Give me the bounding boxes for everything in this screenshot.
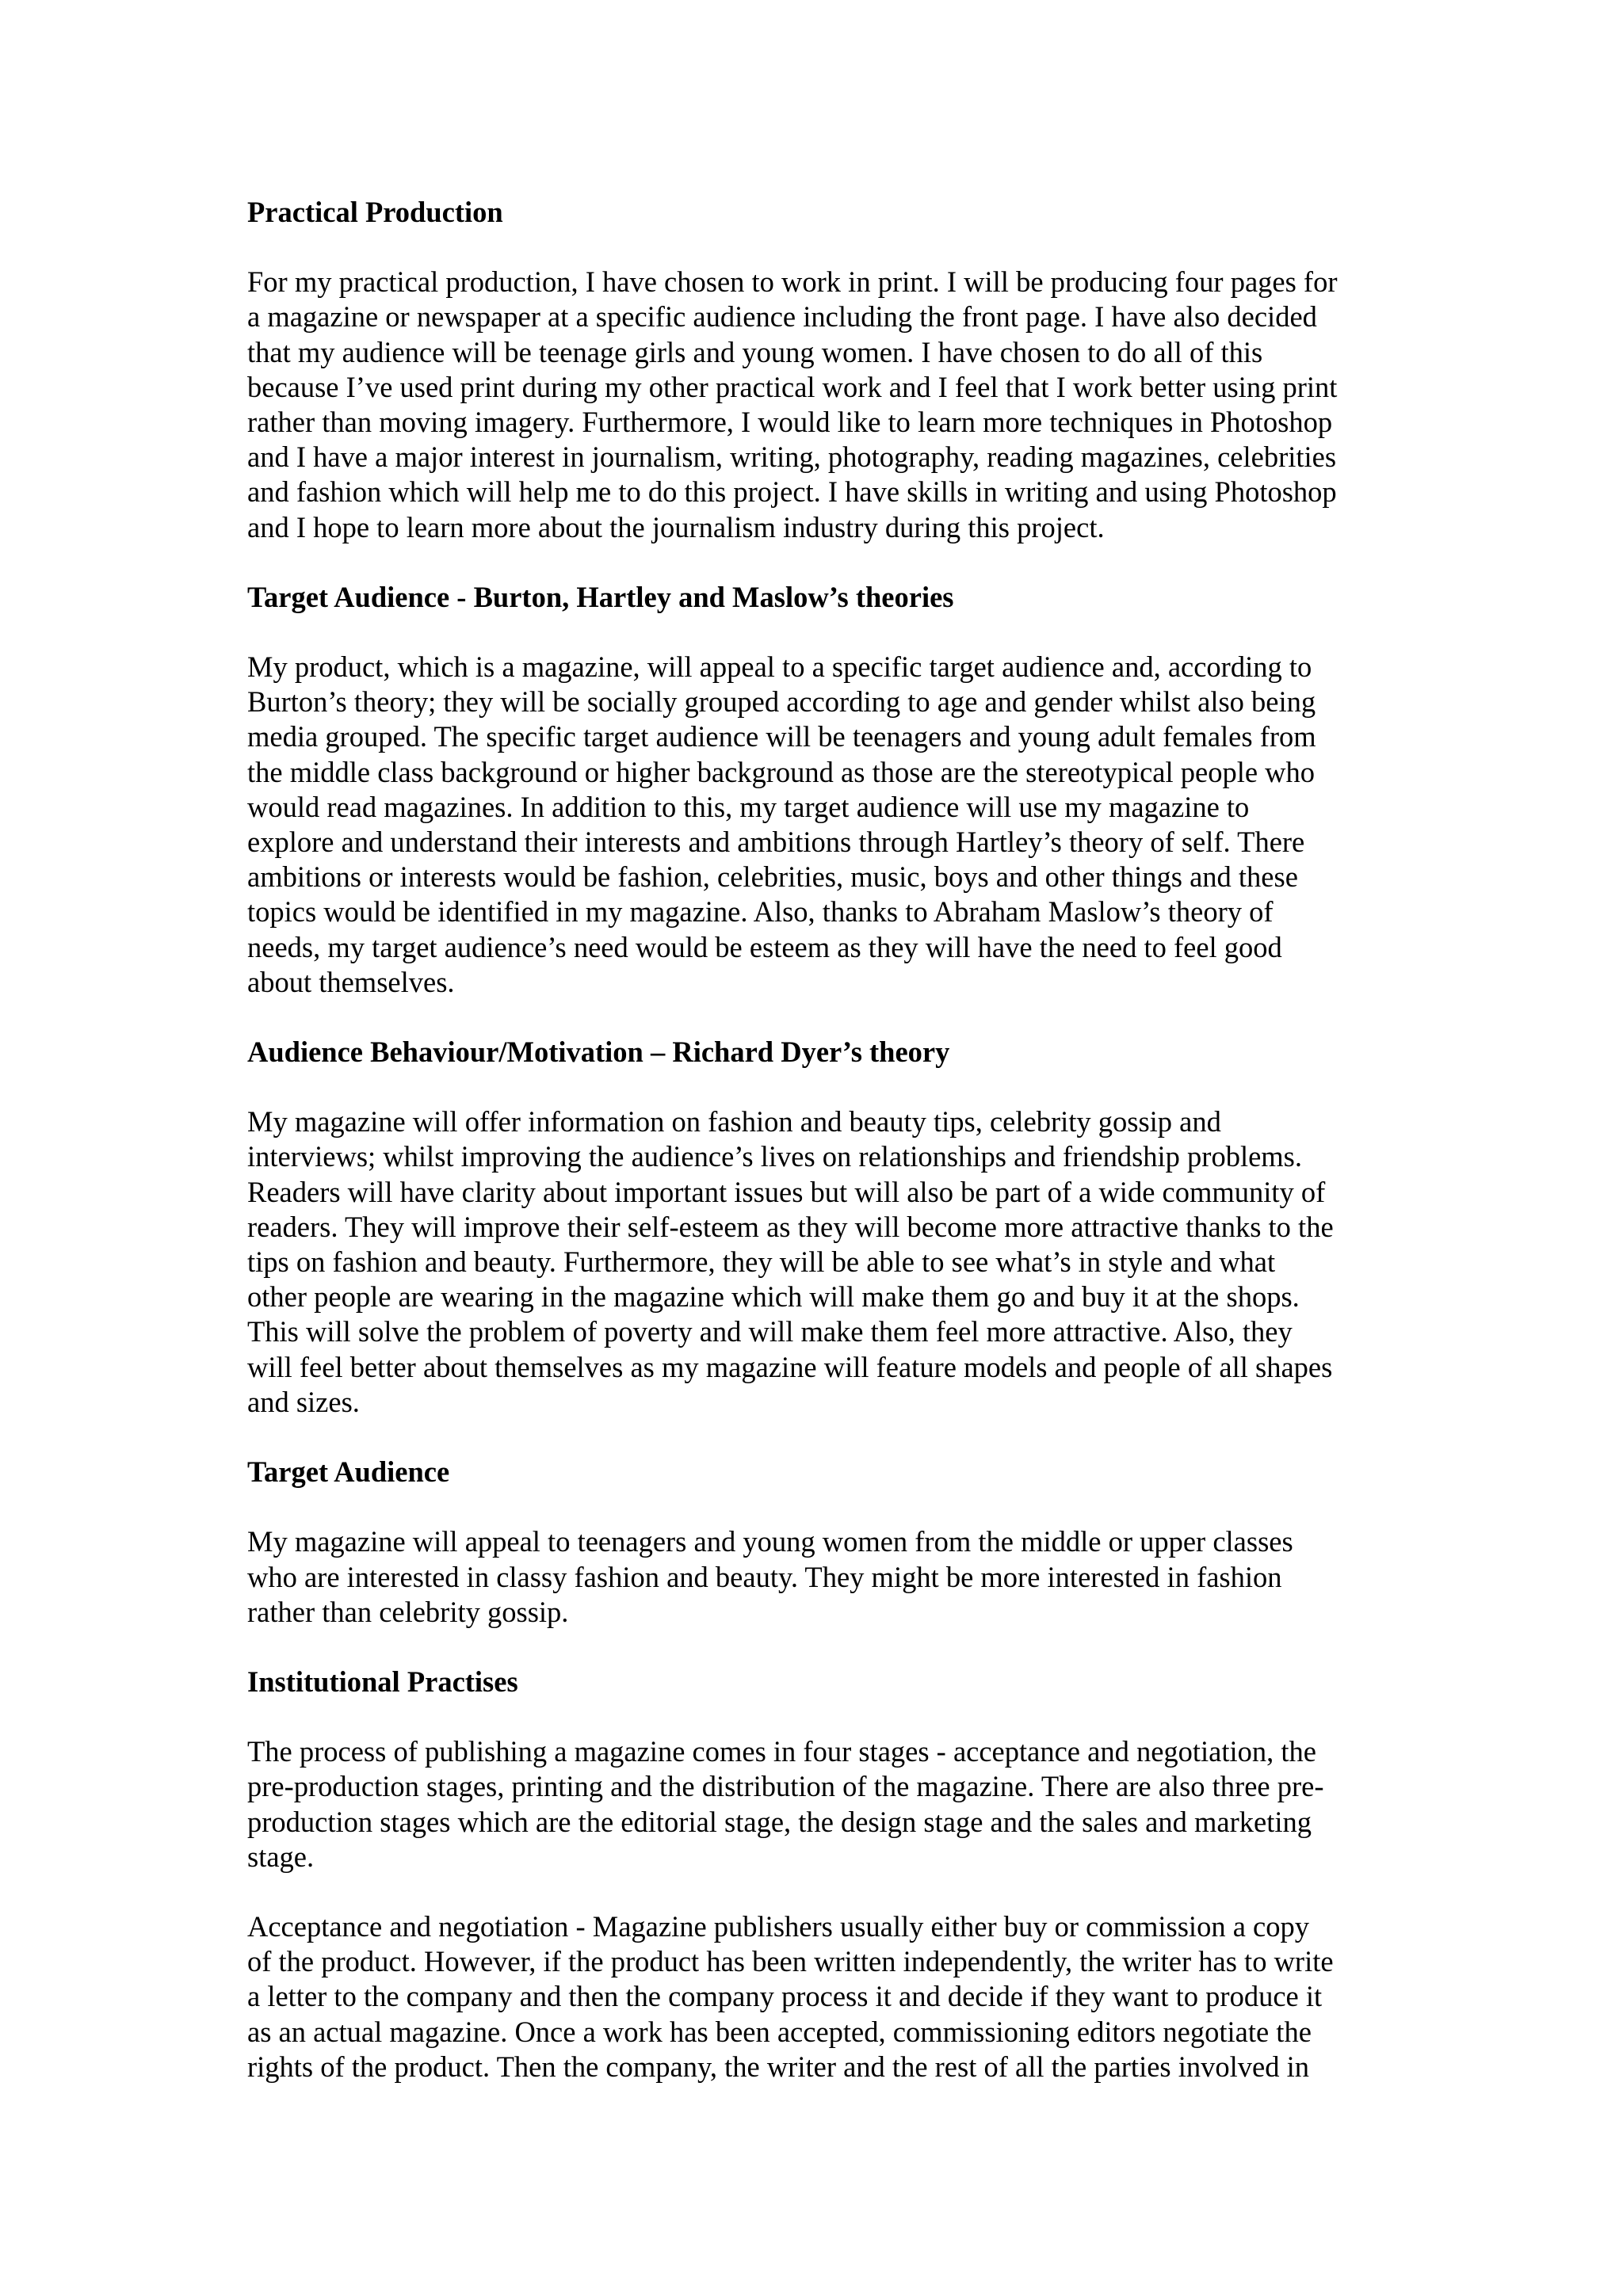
text-line: The process of publishing a magazine comes in four stages - acceptance and negotiation, the [247,1735,1317,1768]
text-line: This will solve the problem of poverty and will make them feel more attractive. Also, they [247,1315,1293,1348]
paragraph-target-audience [247,1524,1396,1630]
text-line: My magazine will appeal to teenagers and young women from the middle or upper classes [247,1525,1293,1558]
text-line: media grouped. The specific target audience will be teenagers and young adult females from [247,720,1316,753]
text-line: would read magazines. In addition to this, my target audience will use my magazine to [247,790,1250,823]
text-line: Burton’s theory; they will be socially grouped according to age and gender whilst also being [247,685,1316,719]
paragraph-target-audience-theories [247,650,1396,1000]
text-line: readers. They will improve their self-esteem as they will become more attractive thanks to the [247,1210,1334,1243]
text-line: ambitions or interests would be fashion, celebrities, music, boys and other things and these [247,860,1298,894]
text-line: Acceptance and negotiation - Magazine publishers usually either buy or commission a copy [247,1909,1309,1943]
text-line: and fashion which will help me to do this project. I have skills in writing and using Photoshop [247,475,1337,509]
text-line: other people are wearing in the magazine which will make them go and buy it at the shops. [247,1280,1300,1314]
text-line: rights of the product. Then the company, the writer and the rest of all the parties involved in [247,2050,1309,2083]
text-line: and I have a major interest in journalism, writing, photography, reading magazines, celebrities [247,441,1337,474]
text-line: production stages which are the editorial stage, the design stage and the sales and marketing [247,1805,1312,1838]
text-line: stage. [247,1840,315,1873]
heading-target-audience-theories: Target Audience - Burton, Hartley and Maslow’s theories [247,580,954,613]
text-line: will feel better about themselves as my magazine will feature models and people of all shapes [247,1350,1333,1383]
text-line: the middle class background or higher background as those are the stereotypical people who [247,755,1316,788]
text-line: who are interested in classy fashion and beauty. They might be more interested in fashion [247,1560,1282,1593]
text-line: because I’ve used print during my other practical work and I feel that I work better using print [247,370,1338,403]
text-line: a letter to the company and then the company process it and decide if they want to produce it [247,1980,1323,2013]
text-line: Readers will have clarity about important issues but will also be part of a wide community of [247,1175,1326,1208]
text-line: topics would be identified in my magazine. Also, thanks to Abraham Maslow’s theory of [247,895,1274,929]
text-line: explore and understand their interests and ambitions through Hartley’s theory of self. There [247,826,1305,859]
text-line: interviews; whilst improving the audience’s lives on relationships and friendship problems. [247,1140,1303,1173]
text-line: a magazine or newspaper at a specific audience including the front page. I have also decided [247,300,1317,334]
text-line: that my audience will be teenage girls and young women. I have chosen to do all of this [247,335,1263,368]
text-line: My magazine will offer information on fashion and beauty tips, celebrity gossip and [247,1105,1221,1138]
paragraph-institutional-practises-stages [247,1734,1396,1875]
text-line: For my practical production, I have chosen to work in print. I will be producing four pages for [247,265,1338,299]
text-line: My product, which is a magazine, will appeal to a specific target audience and, according to [247,650,1312,684]
text-line: as an actual magazine. Once a work has been accepted, commissioning editors negotiate the [247,2015,1312,2048]
text-line: needs, my target audience’s need would be esteem as they will have the need to feel good [247,930,1282,963]
text-line: pre-production stages, printing and the distribution of the magazine. There are also three pre- [247,1770,1324,1803]
heading-target-audience: Target Audience [247,1455,450,1489]
text-line: rather than moving imagery. Furthermore, I would like to learn more techniques in Photoshop [247,406,1333,439]
paragraph-practical-production [247,265,1396,545]
paragraph-acceptance-negotiation [247,1909,1396,2084]
heading-institutional-practises: Institutional Practises [247,1665,518,1698]
heading-audience-behaviour: Audience Behaviour/Motivation – Richard Dyer’s theory [247,1035,950,1069]
heading-practical-production: Practical Production [247,196,503,228]
document-body [247,195,1396,2084]
text-line: of the product. However, if the product has been written independently, the writer has to write [247,1945,1334,1978]
text-line: about themselves. [247,965,455,998]
text-line: and sizes. [247,1385,360,1418]
paragraph-audience-behaviour [247,1104,1396,1420]
text-line: tips on fashion and beauty. Furthermore, they will be able to see what’s in style and what [247,1245,1276,1279]
text-line: and I hope to learn more about the journalism industry during this project. [247,510,1105,543]
text-line: rather than celebrity gossip. [247,1595,569,1628]
